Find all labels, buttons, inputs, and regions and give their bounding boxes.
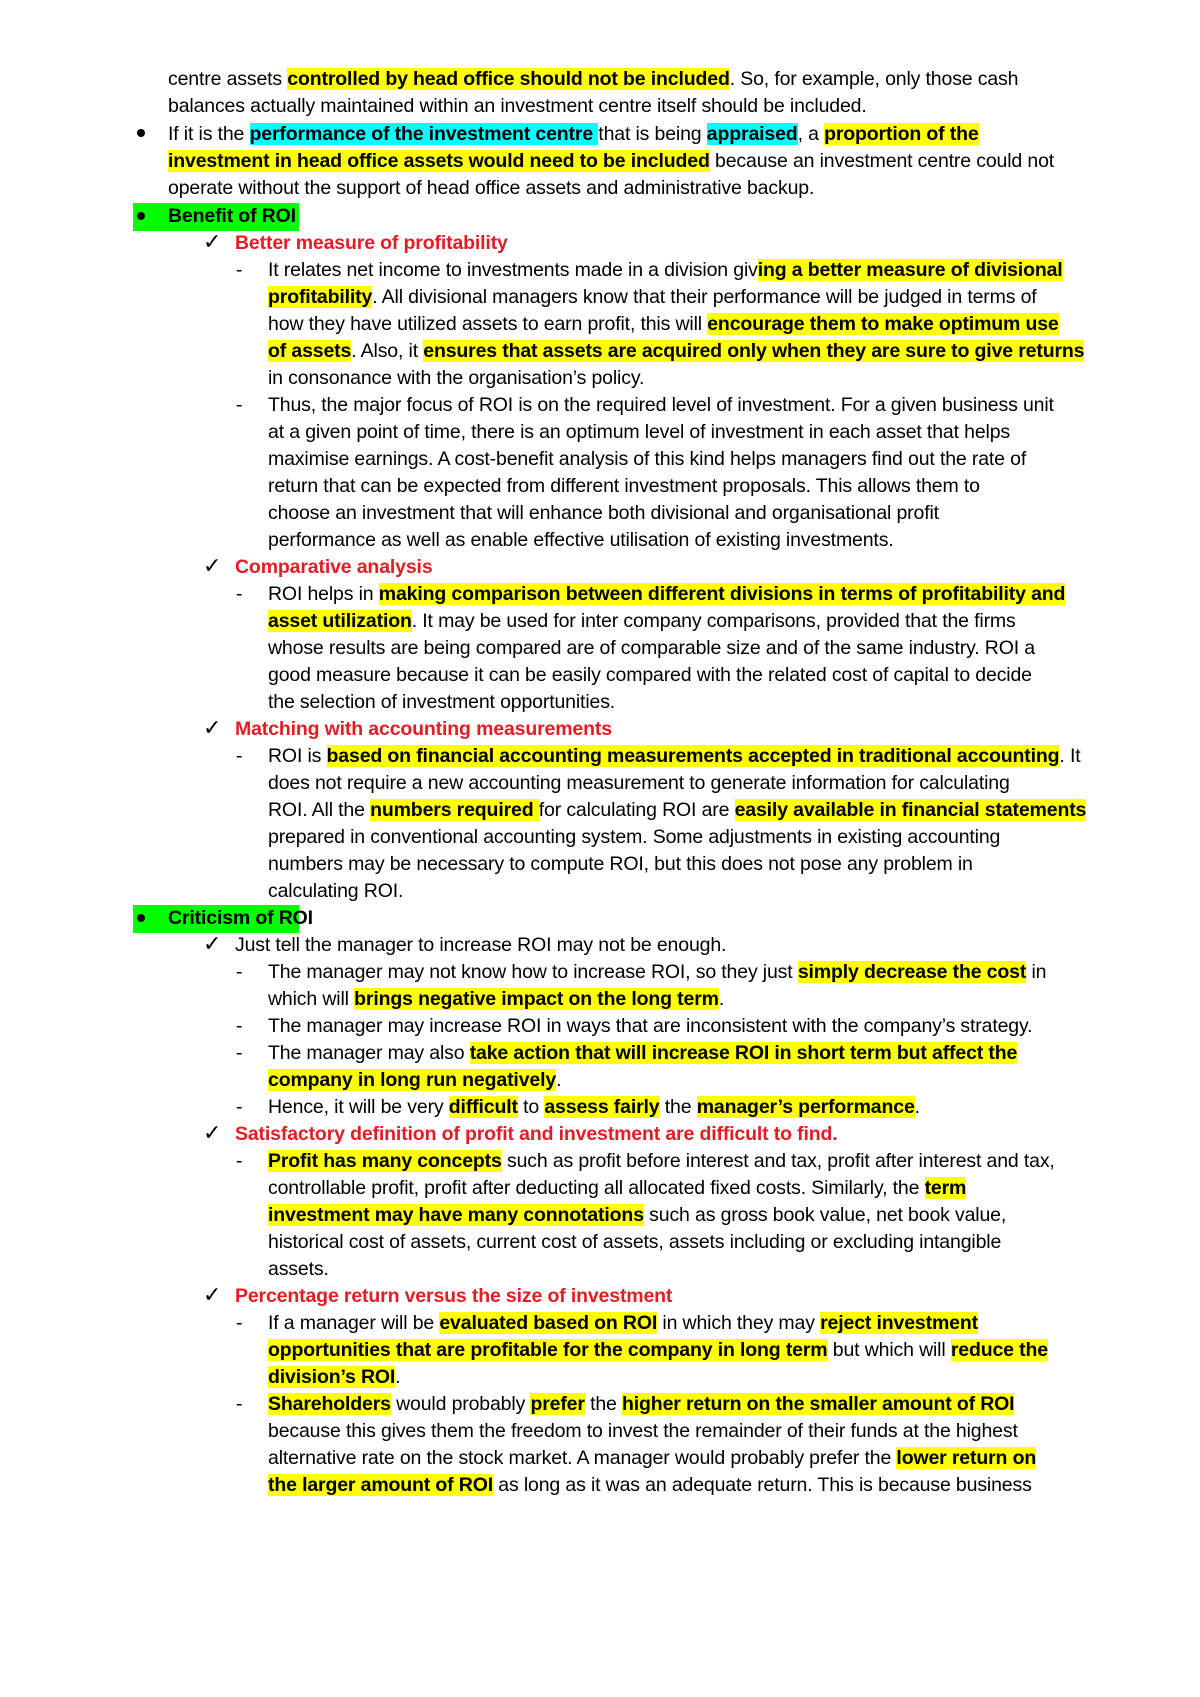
text: as long as it was an adequate return. This is because business [493, 1474, 1032, 1496]
text: . Also, it [351, 340, 424, 362]
satisfactory-l1 [268, 1148, 1055, 1176]
comparative-l1 [268, 581, 1065, 609]
dash-icon: - [236, 1312, 243, 1334]
dash-icon: - [236, 1042, 243, 1064]
matching-l5: numbers may be necessary to compute ROI, but this does not pose any problem in [268, 853, 973, 875]
highlight: controlled by head office should not be included [287, 68, 730, 90]
percentage-d2-l2: because this gives them the freedom to invest the remainder of their funds at the highest [268, 1420, 1018, 1442]
tell-d2: The manager may increase ROI in ways that are inconsistent with the company’s strategy. [268, 1015, 1033, 1037]
text: the [659, 1096, 697, 1118]
highlight: division’s ROI [268, 1366, 396, 1388]
perf-line-3: operate without the support of head office assets and administrative backup. [168, 177, 815, 199]
better-p2-l2: at a given point of time, there is an optimum level of investment in each asset that helps [268, 421, 1010, 443]
highlight: proportion of the [824, 123, 979, 145]
highlight: numbers required [370, 799, 539, 821]
highlight: Shareholders [268, 1393, 391, 1415]
tell-d3-l1 [268, 1040, 1017, 1068]
highlight: easily available in financial statements [734, 799, 1087, 821]
text: It relates net income to investments made in a division giv [268, 259, 758, 281]
highlight: term [924, 1177, 967, 1199]
text: such as gross book value, net book value, [643, 1204, 1007, 1226]
tell-title: Just tell the manager to increase ROI may not be enough. [235, 934, 727, 956]
text: in [1026, 961, 1047, 983]
highlight: company in long run negatively [268, 1069, 557, 1091]
better-p2-l4: return that can be expected from different investment proposals. This allows them to [268, 475, 980, 497]
better-p1-l4 [268, 338, 1084, 366]
tell-d1-l1 [268, 959, 1046, 987]
satisfactory-l2 [268, 1175, 966, 1203]
highlight: opportunities that are profitable for the company in long term [268, 1339, 828, 1361]
better-p1-l3 [268, 311, 1059, 339]
text: ROI is [268, 745, 327, 767]
highlight: profitability [268, 286, 373, 308]
dash-icon: - [236, 1096, 243, 1118]
satisfactory-title: Satisfactory definition of profit and investment are difficult to find. [235, 1123, 838, 1145]
intro-line-1 [168, 66, 1018, 94]
criticism-heading: Criticism of ROI [168, 907, 313, 929]
percentage-d2-l4 [268, 1472, 1032, 1500]
percentage-d2-l3 [268, 1445, 1036, 1473]
text: in which they may [657, 1312, 821, 1334]
text: would probably [390, 1393, 531, 1415]
text: such as profit before interest and tax, profit after interest and tax, [501, 1150, 1055, 1172]
highlight: Profit has many concepts [268, 1150, 502, 1172]
perf-line-1 [168, 121, 979, 149]
matching-l2: does not require a new accounting measurement to generate information for calculating [268, 772, 1010, 794]
comparative-l5: the selection of investment opportunities. [268, 691, 616, 713]
checkmark-icon: ✓ [203, 1282, 222, 1307]
checkmark-icon: ✓ [203, 931, 222, 956]
better-p2-l3: maximise earnings. A cost-benefit analysis of this kind helps managers find out the rate of [268, 448, 1027, 470]
text: . [395, 1366, 401, 1388]
satisfactory-l3 [268, 1202, 1006, 1230]
dash-icon: - [236, 1015, 243, 1037]
percentage-d1-l3 [268, 1364, 400, 1392]
highlight: asset utilization [268, 610, 412, 632]
percentage-d2-l1 [268, 1391, 1014, 1419]
better-p2-l5: choose an investment that will enhance both divisional and organisational profit [268, 502, 939, 524]
text: ROI helps in [268, 583, 379, 605]
text: . [556, 1069, 562, 1091]
text: how they have utilized assets to earn profit, this will [268, 313, 708, 335]
text: Hence, it will be very [268, 1096, 449, 1118]
highlight: investment may have many connotations [268, 1204, 644, 1226]
text: for calculating ROI are [538, 799, 735, 821]
highlight: of assets [268, 340, 352, 362]
highlight: manager’s performance [696, 1096, 915, 1118]
highlight: ing a better measure of divisional [757, 259, 1063, 281]
tell-d3-l2 [268, 1067, 561, 1095]
text: . It may be used for inter company comparisons, provided that the firms [411, 610, 1016, 632]
bullet-icon [137, 914, 145, 922]
matching-title: Matching with accounting measurements [235, 718, 612, 740]
highlight-cyan: performance of the investment centre [249, 123, 599, 145]
comparative-l3: whose results are being compared are of comparable size and of the same industry. ROI a [268, 637, 1035, 659]
text: the [584, 1393, 623, 1415]
text: . [718, 988, 725, 1010]
highlight: assess fairly [544, 1096, 660, 1118]
text: The manager may not know how to increase ROI, so they just [268, 961, 798, 983]
satisfactory-l4: historical cost of assets, current cost of assets, assets including or excluding intangible [268, 1231, 1002, 1253]
matching-l3 [268, 797, 1086, 825]
highlight: encourage them to make optimum use [707, 313, 1059, 335]
dash-icon: - [236, 1150, 243, 1172]
intro-line-2: balances actually maintained within an investment centre itself should be included. [168, 95, 867, 117]
highlight: based on financial accounting measurements accepted in traditional accounting [326, 745, 1060, 767]
text: . It [1059, 745, 1081, 767]
highlight: lower return on [896, 1447, 1037, 1469]
checkmark-icon: ✓ [203, 1120, 222, 1145]
text: If a manager will be [268, 1312, 440, 1334]
highlight: prefer [530, 1393, 585, 1415]
text: , a [797, 123, 825, 145]
checkmark-icon: ✓ [203, 715, 222, 740]
dash-icon: - [236, 394, 243, 416]
highlight: higher return on the smaller amount of ROI [622, 1393, 1015, 1415]
dash-icon: - [236, 745, 243, 767]
bullet-icon [137, 212, 145, 220]
better-p2-l1: Thus, the major focus of ROI is on the required level of investment. For a given business unit [268, 394, 1054, 416]
text: that is being [598, 123, 707, 145]
text: to [517, 1096, 545, 1118]
highlight: the larger amount of ROI [268, 1474, 494, 1496]
text: controllable profit, profit after deducting all allocated fixed costs. Similarly, the [268, 1177, 925, 1199]
percentage-d1-l2 [268, 1337, 1048, 1365]
highlight: reduce the [950, 1339, 1048, 1361]
text: but which will [827, 1339, 951, 1361]
text: If it is the [168, 123, 250, 145]
highlight-cyan: appraised [706, 123, 798, 145]
highlight: take action that will increase ROI in short term but affect the [469, 1042, 1018, 1064]
highlight: investment in head office assets would need to be included [168, 150, 710, 172]
highlight: evaluated based on ROI [439, 1312, 658, 1334]
dash-icon: - [236, 961, 243, 983]
highlight: difficult [448, 1096, 518, 1118]
percentage-d1-l1 [268, 1310, 978, 1338]
checkmark-icon: ✓ [203, 553, 222, 578]
comparative-l2 [268, 608, 1016, 636]
better-title: Better measure of profitability [235, 232, 508, 254]
checkmark-icon: ✓ [203, 229, 222, 254]
dash-icon: - [236, 259, 243, 281]
text: centre assets [168, 68, 288, 90]
satisfactory-l5: assets. [268, 1258, 329, 1280]
highlight: ensures that assets are acquired only when they are sure to give returns [423, 340, 1085, 362]
highlight: simply decrease the cost [797, 961, 1027, 983]
better-p2-l6: performance as well as enable effective utilisation of existing investments. [268, 529, 894, 551]
dash-icon: - [236, 583, 243, 605]
text: which will [268, 988, 355, 1010]
bullet-icon [137, 129, 145, 137]
benefit-heading: Benefit of ROI [168, 205, 296, 227]
text: . [914, 1096, 920, 1118]
text: . So, for example, only those cash [729, 68, 1019, 90]
text: The manager may also [268, 1042, 470, 1064]
comparative-title: Comparative analysis [235, 556, 433, 578]
better-p1-l2 [268, 284, 1037, 312]
text: . All divisional managers know that their performance will be judged in terms of [372, 286, 1037, 308]
tell-d1-l2 [268, 986, 724, 1014]
matching-l1 [268, 743, 1080, 771]
highlight: brings negative impact on the long term [354, 988, 719, 1010]
text: alternative rate on the stock market. A manager would probably prefer the [268, 1447, 897, 1469]
percentage-title: Percentage return versus the size of investment [235, 1285, 673, 1307]
matching-l4: prepared in conventional accounting system. Some adjustments in existing accounting [268, 826, 1001, 848]
dash-icon: - [236, 1393, 243, 1415]
matching-l6: calculating ROI. [268, 880, 404, 902]
text: ROI. All the [268, 799, 371, 821]
highlight: making comparison between different divisions in terms of profitability and [378, 583, 1066, 605]
better-p1-l1 [268, 257, 1063, 285]
better-p1-l5: in consonance with the organisation’s policy. [268, 367, 645, 389]
perf-line-2 [168, 148, 1054, 176]
text: because an investment centre could not [709, 150, 1055, 172]
highlight: reject investment [820, 1312, 978, 1334]
tell-d4 [268, 1094, 920, 1122]
comparative-l4: good measure because it can be easily compared with the related cost of capital to decide [268, 664, 1032, 686]
